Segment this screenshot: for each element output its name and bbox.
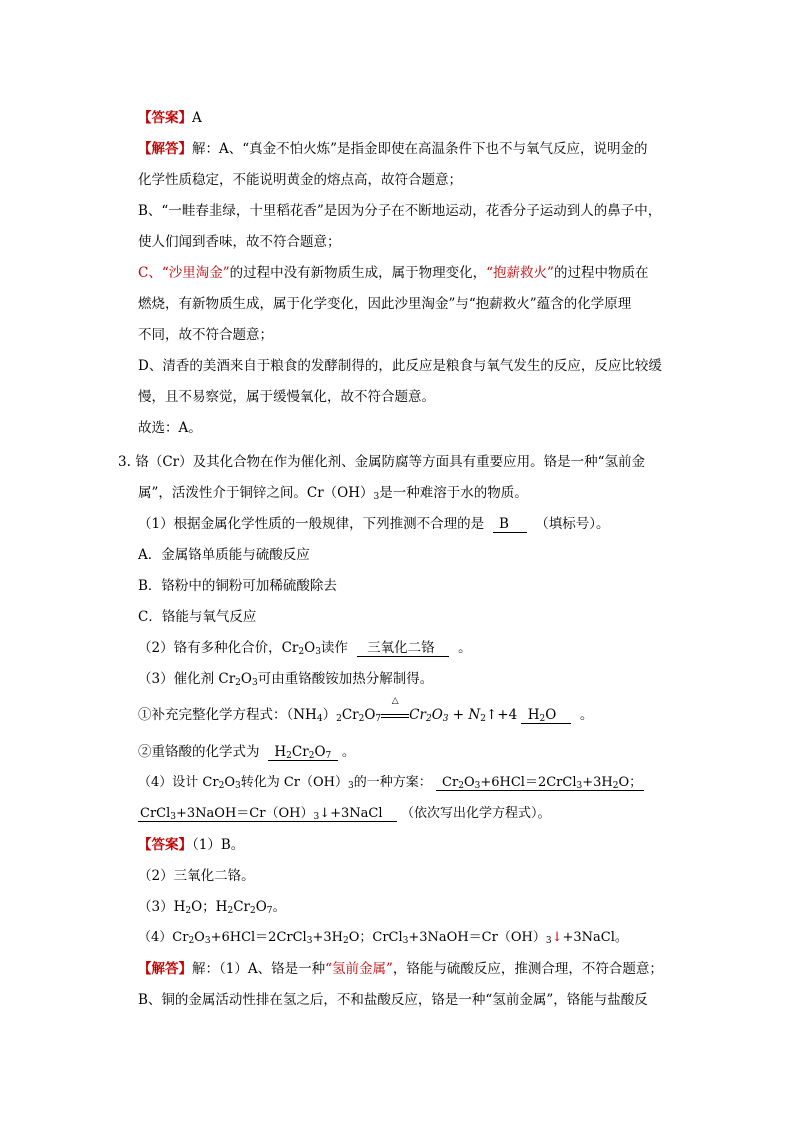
formula-prefix: ②重铬酸的化学式为 [138,744,260,760]
solution-line-9: 慢，且不易察觉，属于缓慢氧化，故不符合题意。 [138,389,435,405]
solution-line-5 [138,261,648,281]
part-2-answer: 三氧化二铬 [357,641,450,657]
solution-line-7: 不同，故不符合题意； [138,327,273,343]
solution-line-8: D、清香的美酒来自于粮食的发酵制得的，此反应是粮食与氧气发生的反应，反应比较缓 [138,358,662,374]
option-b: B．铬粉中的铜粉可加稀硫酸除去 [138,578,337,594]
part-3-prompt: （3）催化剂 $Cr_2O_3$可由重铬酸铵加热分解制得。 [138,671,434,688]
part-2-prompt: （2）铬有多种化合价，$Cr_2O_3$读作 三氧化二铬 。 [138,640,472,657]
part-4-text: 转化为 Cr（OH） [240,775,349,790]
answer-1: （1）B。 [192,837,245,853]
equation-prefix: ①补充完整化学方程式：（NH [138,707,317,723]
question-text: 属”，活泼性介于铜锌之间。Cr（OH） [138,485,374,501]
solution-line-10: 故选：A。 [138,420,202,436]
question-text: 铬（Cr）及其化合物在作为催化剂、金属防腐等方面具有重要应用。铬是一种“氢前金 [135,454,646,470]
answer-line-2 [138,833,244,853]
part-3-text: （3）催化剂 Cr [138,671,236,687]
solution-text: 的过程中物质在 [553,265,649,281]
solution-text: 解：（1）A、铬是一种 [192,961,326,977]
option-c: C．铬能与氧气反应 [138,609,257,625]
answer-2: （2）三氧化二铬。 [138,868,255,884]
question-3-stem-2 [138,481,528,501]
solution-line-2: 化学性质稳定，不能说明黄金的熔点高，故符合题意； [138,172,462,188]
part-4-text: （4）设计 Cr [138,775,219,790]
subscript: 3 [373,492,380,502]
phrase-qingqianjinshu: “氢前金属” [325,961,393,977]
formula-answer: $H_2Cr_2O_7$ [268,745,337,761]
question-text: 是一种难溶于水的物质。 [379,485,528,501]
part-1-answer: B [493,517,527,533]
solution-tag: 【解答】 [138,961,192,977]
solution-text: 解：A、“真金不怕火炼”是指金即使在高温条件下也不与氧气反应，说明金的 [192,141,648,157]
part-2-text: （2）铬有多种化合价，Cr [138,640,299,656]
phrase-shalitaojin: C、“沙里淘金” [138,265,230,281]
part-3-text: 可由重铬酸铵加热分解制得。 [257,671,434,687]
answer-tag: 【答案】 [138,110,192,126]
solution-line-4: 使人们闻到香味，故不符合题意； [138,234,341,250]
answer-value: A [192,110,202,126]
option-a: A．金属铬单质能与硫酸反应 [138,547,310,563]
answer-tag: 【答案】 [138,837,192,853]
solution-line-6: 燃烧，有新物质生成，属于化学变化，因此沙里淘金”与“抱薪救火”蕴含的化学原理 [138,296,632,312]
answer-3: $(3)H_2O$；$H_2Cr_2O_7$。 [138,899,287,916]
part-1-end: （填标号）。 [535,516,610,532]
part-4-answer-1: $Cr_2O_3+6HCl=2CrCl_3+3H_2O$； [436,775,644,791]
solution-text: ，铬能与硫酸反应，推测合理，不符合题意； [392,961,663,977]
phrase-baoxinjiuhuo: “抱薪救火” [486,265,554,281]
heating-equals-icon: △ [381,707,409,723]
part-1-prompt [138,512,610,533]
solution-line-12: B、铜的金属活动性排在氢之后，不和盐酸反应，铬是一种“氢前金属”，铬能与盐酸反 [138,992,648,1008]
question-number: 3. [118,454,131,470]
answer-4: $(4)Cr_2O_3+6HCl=2CrCl_3+3H_2O$；$CrCl_3+3NaOH=Cr(OH)_3↓+3NaCl$。 [138,930,628,946]
solution-text: 的过程中没有新物质生成，属于物理变化， [229,265,487,281]
part-4-prompt: （4）设计 $Cr_2O_3$转化为 $Cr(OH)_3$的一种方案： $Cr_2O_3+6HCl=2CrCl_3+3H_2O$； [138,775,643,791]
part-1-text: （1）根据金属化学性质的一般规律，下列推测不合理的是 [138,516,485,532]
answer-line-1 [138,106,202,126]
solution-line-3: B、“一畦春韭绿，十里稻花香”是因为分子在不断地运动，花香分子运动到人的鼻子中， [138,203,662,219]
equation-answer: $H_2O$ [521,708,571,724]
solution-tag: 【解答】 [138,141,192,157]
part-4-line-2 [138,802,551,822]
part-4-answer-2: $CrCl_3+3NaOH=Cr(OH)_3↓+3NaCl$ [140,806,395,822]
part-4-end: （依次写出化学方程式）。 [401,806,551,821]
question-3-stem-1 [118,450,645,470]
solution-line-11 [138,957,663,977]
equation-line: ①补充完整化学方程式：$(NH_4)_2Cr_2O_7$ △ $Cr_2O_3$ + $N_2↑+4$ $H_2O$ 。 [138,696,594,724]
formula-line: ②重铬酸的化学式为 $H_2Cr_2O_7$ 。 [138,744,356,761]
solution-line-1 [138,137,648,157]
